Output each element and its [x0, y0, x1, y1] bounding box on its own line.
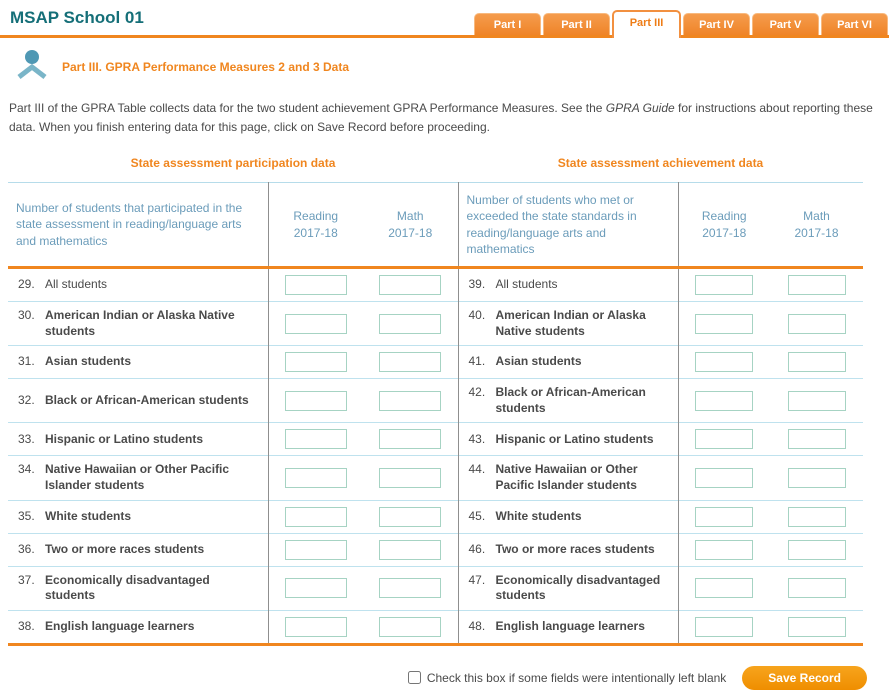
input-37-math[interactable]: [379, 578, 441, 598]
row-label-cell-34: [8, 456, 268, 500]
math-input-cell: [770, 346, 863, 379]
input-48-math[interactable]: [788, 617, 846, 637]
row-label-cell-47: [458, 566, 678, 610]
row-label-cell-31: [8, 346, 268, 379]
reading-input-cell: [678, 533, 770, 566]
row-label: Economically disadvantaged students: [495, 572, 661, 603]
measures-tbody: [8, 267, 863, 644]
input-41-reading[interactable]: [695, 352, 753, 372]
row-number: 33.: [18, 431, 35, 446]
math-input-cell: [770, 456, 863, 500]
input-45-math[interactable]: [788, 507, 846, 527]
math-input-cell: [770, 301, 863, 345]
reading-input-cell: [268, 267, 363, 301]
reading-input-cell: [268, 500, 363, 533]
row-number: 42.: [468, 385, 486, 400]
input-34-math[interactable]: [379, 468, 441, 488]
input-33-reading[interactable]: [285, 429, 347, 449]
input-36-reading[interactable]: [285, 540, 347, 560]
participation-reading-column-header: Reading 2017-18: [268, 183, 363, 268]
row-number: 45.: [468, 508, 486, 523]
input-40-math[interactable]: [788, 314, 846, 334]
input-46-math[interactable]: [788, 540, 846, 560]
math-input-cell: [363, 456, 458, 500]
reading-input-cell: [268, 456, 363, 500]
input-34-reading[interactable]: [285, 468, 347, 488]
row-number: 29.: [18, 277, 35, 292]
input-44-reading[interactable]: [695, 468, 753, 488]
row-number: 30.: [18, 307, 35, 322]
input-38-math[interactable]: [379, 617, 441, 637]
row-label: Economically disadvantaged students: [45, 572, 210, 603]
input-31-math[interactable]: [379, 352, 441, 372]
row-number: 41.: [468, 354, 486, 369]
input-40-reading[interactable]: [695, 314, 753, 334]
row-label: American Indian or Alaska Native students: [45, 307, 235, 338]
math-input-cell: [770, 533, 863, 566]
reading-input-cell: [678, 267, 770, 301]
row-label: Native Hawaiian or Other Pacific Islander students: [495, 462, 638, 492]
row-label: Asian students: [45, 354, 132, 369]
input-47-reading[interactable]: [695, 578, 753, 598]
input-37-reading[interactable]: [285, 578, 347, 598]
row-label-cell-32: [8, 379, 268, 423]
math-input-cell: [770, 610, 863, 644]
reading-input-cell: [678, 423, 770, 456]
input-48-reading[interactable]: [695, 617, 753, 637]
reading-input-cell: [678, 500, 770, 533]
tab-bar: [473, 10, 889, 38]
reading-input-cell: [268, 610, 363, 644]
table-row: [8, 379, 863, 423]
participation-header-label: Number of students that participated in the state assessment in reading/language arts and mathematics: [8, 183, 268, 268]
row-label: White students: [45, 508, 131, 523]
table-row: [8, 346, 863, 379]
table-row: [8, 423, 863, 456]
participation-section-title: State assessment participation data: [130, 156, 336, 171]
achievement-reading-column-header: Reading 2017-18: [678, 183, 770, 268]
reading-input-cell: [678, 346, 770, 379]
input-39-reading[interactable]: [695, 275, 753, 295]
row-label-cell-44: [458, 456, 678, 500]
input-42-math[interactable]: [788, 391, 846, 411]
table-row: [8, 500, 863, 533]
math-input-cell: [363, 301, 458, 345]
row-label-cell-39: [458, 267, 678, 301]
input-41-math[interactable]: [788, 352, 846, 372]
reading-input-cell: [678, 379, 770, 423]
row-number: 32.: [18, 392, 35, 407]
row-label: All students: [495, 277, 558, 292]
row-label: American Indian or Alaska Native students: [495, 307, 646, 338]
row-label: Two or more races students: [45, 541, 205, 556]
table-row: [8, 610, 863, 644]
section-titles-row: [8, 148, 863, 183]
input-32-math[interactable]: [379, 391, 441, 411]
input-39-math[interactable]: [788, 275, 846, 295]
reading-input-cell: [678, 566, 770, 610]
input-44-math[interactable]: [788, 468, 846, 488]
input-45-reading[interactable]: [695, 507, 753, 527]
intentionally-blank-checkbox[interactable]: [408, 671, 421, 684]
input-31-reading[interactable]: [285, 352, 347, 372]
table-row: [8, 267, 863, 301]
section-heading: Part III. GPRA Performance Measures 2 and 3 Data: [62, 59, 349, 74]
input-42-reading[interactable]: [695, 391, 753, 411]
row-label: Black or African-American students: [495, 385, 646, 415]
row-label-cell-41: [458, 346, 678, 379]
table-row: [8, 533, 863, 566]
footer-bar: [0, 646, 889, 690]
intro-paragraph: [0, 87, 889, 136]
reading-input-cell: [678, 301, 770, 345]
row-label-cell-43: [458, 423, 678, 456]
reading-input-cell: [268, 379, 363, 423]
column-header-row: [8, 183, 863, 268]
row-number: 37.: [18, 572, 35, 587]
row-label: Hispanic or Latino students: [495, 431, 654, 446]
section-heading-row: [0, 38, 889, 87]
row-label-cell-48: [458, 610, 678, 644]
input-46-reading[interactable]: [695, 540, 753, 560]
input-35-reading[interactable]: [285, 507, 347, 527]
row-label-cell-29: [8, 267, 268, 301]
input-30-math[interactable]: [379, 314, 441, 334]
math-input-cell: [770, 267, 863, 301]
row-label-cell-45: [458, 500, 678, 533]
row-number: 43.: [468, 431, 486, 446]
table-row: [8, 301, 863, 345]
math-input-cell: [363, 500, 458, 533]
math-input-cell: [363, 533, 458, 566]
person-icon: [16, 48, 48, 85]
row-number: 46.: [468, 541, 486, 556]
intro-text-1: Part III of the GPRA Table collects data for the two student achievement GPRA Performance Measures. See the: [9, 101, 606, 115]
row-label: Two or more races students: [495, 541, 655, 556]
reading-input-cell: [678, 456, 770, 500]
row-label-cell-46: [458, 533, 678, 566]
row-number: 44.: [468, 462, 486, 477]
page-header: [0, 0, 889, 38]
input-29-reading[interactable]: [285, 275, 347, 295]
row-label: Black or African-American students: [45, 392, 249, 407]
achievement-header-label: Number of students who met or exceeded the state standards in reading/language arts and mathematics: [458, 183, 678, 268]
page-title: MSAP School 01: [10, 8, 144, 27]
reading-input-cell: [268, 533, 363, 566]
input-47-math[interactable]: [788, 578, 846, 598]
save-record-button[interactable]: Save Record: [742, 666, 867, 690]
row-label: English language learners: [45, 618, 195, 633]
tab-part-ii[interactable]: Part II: [543, 13, 610, 35]
input-33-math[interactable]: [379, 429, 441, 449]
math-input-cell: [770, 500, 863, 533]
input-35-math[interactable]: [379, 507, 441, 527]
row-number: 34.: [18, 462, 35, 477]
row-label-cell-36: [8, 533, 268, 566]
reading-input-cell: [268, 346, 363, 379]
table-row: [8, 566, 863, 610]
row-label-cell-30: [8, 301, 268, 345]
row-label-cell-35: [8, 500, 268, 533]
row-number: 31.: [18, 354, 35, 369]
reading-input-cell: [268, 423, 363, 456]
row-label: Asian students: [495, 354, 582, 369]
math-input-cell: [363, 423, 458, 456]
math-input-cell: [363, 379, 458, 423]
table-row: [8, 456, 863, 500]
input-43-reading[interactable]: [695, 429, 753, 449]
row-number: 40.: [468, 307, 486, 322]
row-number: 39.: [468, 277, 486, 292]
intro-text-2: for instructions about reporting these data. When you finish entering data for this page, click on Save Record before proceeding.: [9, 101, 873, 134]
achievement-section-title: State assessment achievement data: [557, 156, 764, 171]
row-label: English language learners: [495, 618, 645, 633]
intentionally-blank-group: [408, 671, 726, 685]
input-38-reading[interactable]: [285, 617, 347, 637]
math-input-cell: [363, 610, 458, 644]
input-30-reading[interactable]: [285, 314, 347, 334]
row-label-cell-33: [8, 423, 268, 456]
row-number: 47.: [468, 572, 486, 587]
reading-input-cell: [268, 566, 363, 610]
intro-italic-gpra-guide: GPRA Guide: [605, 101, 675, 115]
row-label-cell-37: [8, 566, 268, 610]
tab-part-vi[interactable]: Part VI: [821, 13, 888, 35]
tab-part-i[interactable]: Part I: [474, 13, 541, 35]
reading-input-cell: [268, 301, 363, 345]
input-36-math[interactable]: [379, 540, 441, 560]
row-label-cell-42: [458, 379, 678, 423]
row-number: 38.: [18, 618, 35, 633]
row-label-cell-38: [8, 610, 268, 644]
row-number: 48.: [468, 618, 486, 633]
row-label: Hispanic or Latino students: [45, 431, 204, 446]
row-label-cell-40: [458, 301, 678, 345]
math-input-cell: [770, 423, 863, 456]
math-input-cell: [363, 346, 458, 379]
math-input-cell: [770, 566, 863, 610]
math-input-cell: [363, 267, 458, 301]
participation-math-column-header: Math 2017-18: [363, 183, 458, 268]
row-label: White students: [495, 508, 582, 523]
row-label: Native Hawaiian or Other Pacific Islander students: [45, 462, 230, 492]
tab-part-iii[interactable]: Part III: [612, 10, 681, 38]
row-number: 35.: [18, 508, 35, 523]
math-input-cell: [770, 379, 863, 423]
row-label: All students: [45, 277, 108, 292]
intentionally-blank-label: Check this box if some fields were intentionally left blank: [426, 670, 727, 685]
reading-input-cell: [678, 610, 770, 644]
input-32-reading[interactable]: [285, 391, 347, 411]
tab-part-iv[interactable]: Part IV: [683, 13, 750, 35]
gpra-measures-table: [8, 148, 863, 646]
row-number: 36.: [18, 541, 35, 556]
math-input-cell: [363, 566, 458, 610]
input-29-math[interactable]: [379, 275, 441, 295]
input-43-math[interactable]: [788, 429, 846, 449]
achievement-math-column-header: Math 2017-18: [770, 183, 863, 268]
tab-part-v[interactable]: Part V: [752, 13, 819, 35]
